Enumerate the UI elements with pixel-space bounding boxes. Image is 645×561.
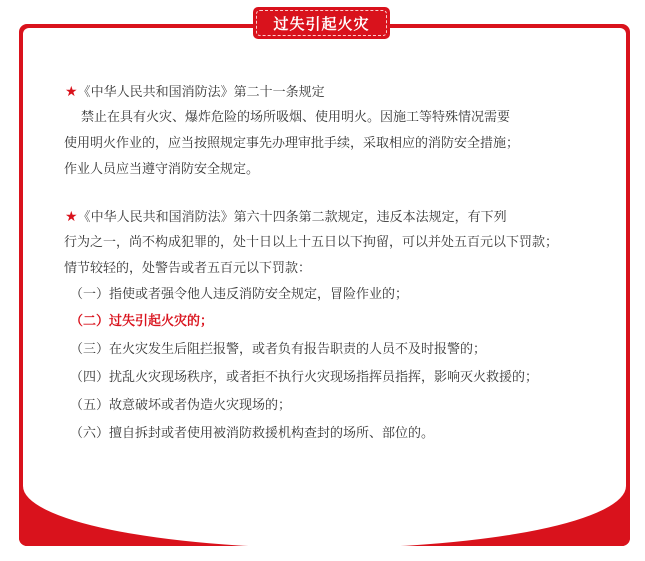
title-text: 过失引起火灾 [273, 14, 370, 33]
star-icon: ★ [65, 209, 78, 225]
list-item: （五）故意破坏或者伪造火灾现场的； [70, 398, 292, 413]
section2-heading [65, 207, 507, 228]
list-item-highlighted: （二）过失引起火灾的； [70, 314, 214, 329]
list-item: （四）扰乱火灾现场秩序，或者拒不执行火灾现场指挥员指挥，影响灭火救援的； [70, 370, 539, 385]
star-icon: ★ [65, 84, 78, 100]
section1-line: 作业人员应当遵守消防安全规定。 [64, 162, 260, 177]
section1-heading [65, 82, 325, 103]
list-item: （六）擅自拆封或者使用被消防救援机构查封的场所、部位的。 [70, 426, 435, 441]
section1-line: 禁止在具有火灾、爆炸危险的场所吸烟、使用明火。因施工等特殊情况需要 [81, 110, 511, 125]
section2-heading-line: 情节较轻的，处警告或者五百元以下罚款： [64, 261, 312, 276]
list-item: （一）指使或者强令他人违反消防安全规定，冒险作业的； [70, 287, 409, 302]
section1-heading-text: 《中华人民共和国消防法》第二十一条规定 [77, 85, 325, 100]
section2-heading-text: 《中华人民共和国消防法》第六十四条第二款规定，违反本法规定，有下列 [77, 210, 507, 225]
title-badge [253, 7, 390, 39]
section1-line: 使用明火作业的，应当按照规定事先办理审批手续，采取相应的消防安全措施； [64, 136, 520, 151]
list-item: （三）在火灾发生后阻拦报警，或者负有报告职责的人员不及时报警的； [70, 342, 487, 357]
section2-heading-line: 行为之一，尚不构成犯罪的，处十日以上十五日以下拘留，可以并处五百元以下罚款； [64, 235, 559, 250]
